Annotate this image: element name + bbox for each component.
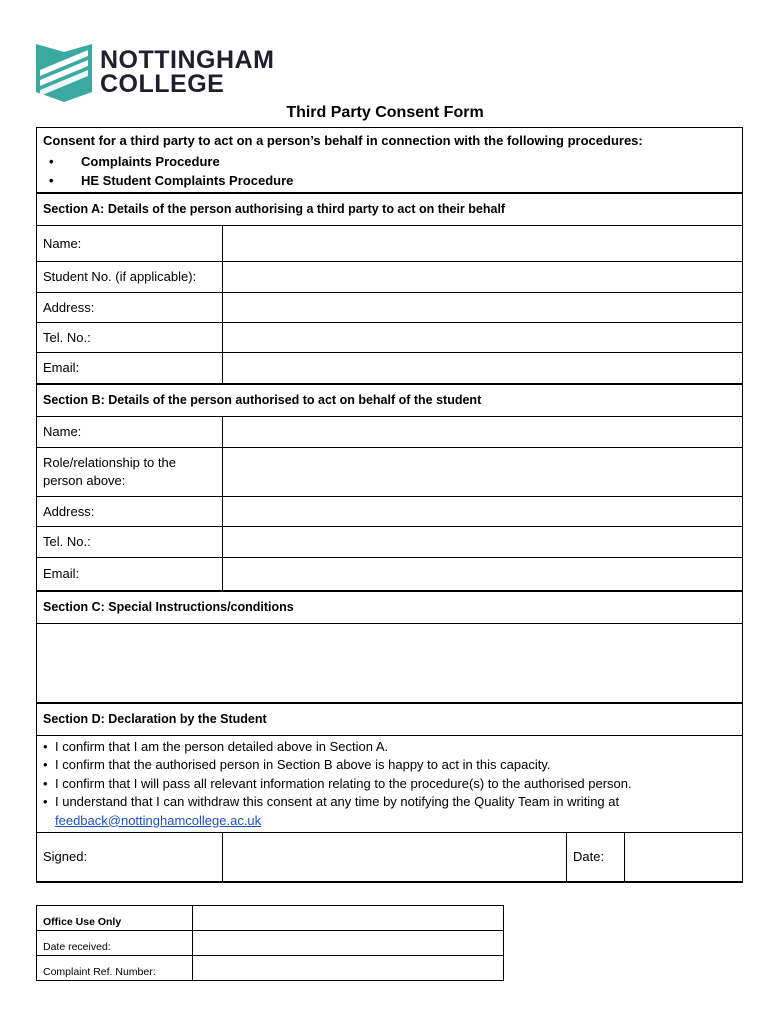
- logo-text-line2: COLLEGE: [100, 70, 225, 98]
- section-a-heading: Section A: Details of the person authorising a third party to act on their behalf: [37, 193, 743, 225]
- declaration-item: • I understand that I can withdraw this consent at any time by notifying the Quality Team in writing at: [43, 793, 736, 812]
- section-a-tel-label: Tel. No.:: [37, 322, 223, 352]
- section-a-name-label: Name:: [37, 225, 223, 261]
- declaration-item: • I confirm that I will pass all relevant information relating to the procedure(s) to the authorised person.: [43, 775, 736, 794]
- section-a-name-field[interactable]: [223, 225, 743, 261]
- section-a-student-no-label: Student No. (if applicable):: [37, 261, 223, 292]
- section-b-role-field[interactable]: [223, 447, 743, 496]
- section-b-name-field[interactable]: [223, 416, 743, 447]
- date-field[interactable]: [625, 832, 743, 882]
- special-instructions-field[interactable]: [37, 623, 743, 703]
- section-b-tel-field[interactable]: [223, 526, 743, 557]
- section-b-role-label: Role/relationship to the person above:: [37, 447, 223, 496]
- section-b-tel-label: Tel. No.:: [37, 526, 223, 557]
- section-b-heading: Section B: Details of the person authorised to act on behalf of the student: [37, 384, 743, 416]
- feedback-email-link[interactable]: feedback@nottinghamcollege.ac.uk: [55, 812, 262, 828]
- section-a-student-no-field[interactable]: [223, 261, 743, 292]
- declaration-item: • I confirm that I am the person detailed above in Section A.: [43, 738, 736, 757]
- section-b-address-label: Address:: [37, 496, 223, 526]
- office-use-table: [36, 905, 504, 981]
- college-logo: [36, 40, 286, 104]
- section-b-address-field[interactable]: [223, 496, 743, 526]
- form-title: Third Party Consent Form: [286, 104, 484, 121]
- procedure-item: • HE Student Complaints Procedure: [43, 171, 736, 190]
- complaint-ref-label: Complaint Ref. Number:: [37, 956, 193, 981]
- office-use-blank: [193, 906, 504, 931]
- section-b-name-label: Name:: [37, 416, 223, 447]
- intro-cell: [37, 128, 743, 194]
- section-b-email-field[interactable]: [223, 557, 743, 591]
- logo-text-line1: NOTTINGHAM: [100, 46, 275, 74]
- section-a-tel-field[interactable]: [223, 322, 743, 352]
- declaration-item: • I confirm that the authorised person in Section B above is happy to act in this capacity.: [43, 756, 736, 775]
- declaration-cell: [37, 735, 743, 832]
- logo-book-icon: [36, 40, 100, 104]
- section-a-email-label: Email:: [37, 352, 223, 384]
- date-received-field[interactable]: [193, 931, 504, 956]
- section-b-email-label: Email:: [37, 557, 223, 591]
- procedure-item: • Complaints Procedure: [43, 152, 736, 171]
- section-c-heading: Section C: Special Instructions/conditions: [37, 591, 743, 623]
- date-received-label: Date received:: [37, 931, 193, 956]
- section-a-email-field[interactable]: [223, 352, 743, 384]
- complaint-ref-field[interactable]: [193, 956, 504, 981]
- procedure-list: [43, 152, 736, 190]
- date-label: Date:: [567, 832, 625, 882]
- section-a-address-field[interactable]: [223, 292, 743, 322]
- consent-form-table: [36, 127, 743, 883]
- declaration-list: [43, 738, 736, 812]
- office-use-heading: Office Use Only: [37, 906, 193, 931]
- intro-text: Consent for a third party to act on a person’s behalf in connection with the following procedures:: [43, 133, 643, 148]
- section-d-heading: Section D: Declaration by the Student: [37, 703, 743, 735]
- signature-field[interactable]: [223, 832, 567, 882]
- signed-label: Signed:: [37, 832, 223, 882]
- section-a-address-label: Address:: [37, 292, 223, 322]
